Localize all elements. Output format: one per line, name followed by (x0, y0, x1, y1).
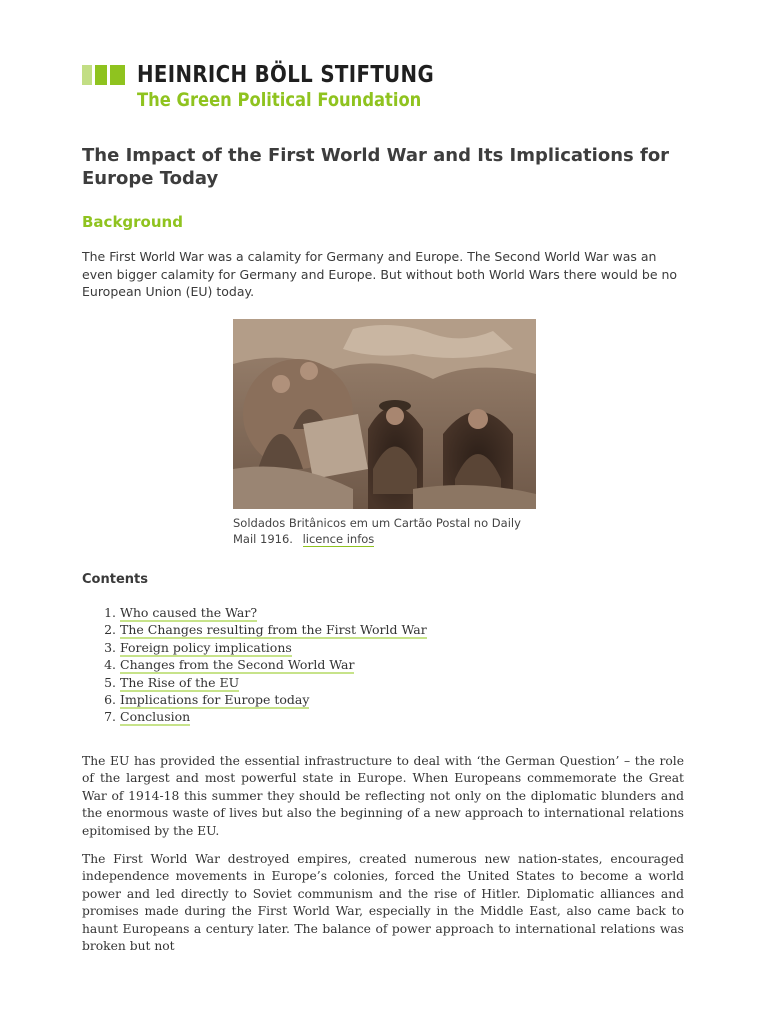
logo-wordmark: HEINRICH BÖLL STIFTUNG (137, 62, 435, 88)
toc-link-conclusion[interactable]: Conclusion (120, 709, 191, 725)
caption-text: Soldados Britânicos em um Cartão Postal no Daily Mail 1916. (233, 516, 521, 546)
toc-link-rise-of-eu[interactable]: The Rise of the EU (120, 674, 240, 690)
body-paragraph: The First World War destroyed empires, created numerous new nation-states, encouraged independence movements in Europe’s colonies, forced the United States to become a world power and led directly to Soviet communism and the rise of Hitler. Diplomatic alliances and promises made during the First World War, especially in the Middle East, also came back to haunt Europeans a century later. The balance of power approach to international relations was broken but not (82, 852, 684, 954)
toc-link-changes-second-war[interactable]: Changes from the Second World War (120, 657, 355, 673)
article-title: The Impact of the First World War and Its Implications for Europe Today (82, 145, 670, 189)
licence-infos-link[interactable]: licence infos (302, 531, 375, 546)
toc-link-implications-today[interactable]: Implications for Europe today (120, 692, 310, 708)
toc-item (120, 691, 427, 708)
toc-link-changes-first-war[interactable]: The Changes resulting from the First World War (120, 622, 427, 638)
logo-bars-icon (82, 65, 125, 85)
logo-tagline: The Green Political Foundation (137, 89, 422, 111)
toc-link-who-caused-war[interactable]: Who caused the War? (120, 605, 258, 620)
intro-paragraph: The First World War was a calamity for Germany and Europe. The Second World War was an even bigger calamity for Germany and Europe. But without both World Wars there would be no European Union (EU) today. (82, 249, 678, 299)
article-figure (233, 319, 536, 547)
section-heading-background: Background (82, 213, 183, 231)
toc-item (120, 621, 427, 638)
toc-item (120, 604, 427, 621)
toc-link-foreign-policy[interactable]: Foreign policy implications (120, 639, 292, 655)
figure-caption (233, 516, 523, 547)
soldiers-photo (233, 319, 536, 509)
contents-heading: Contents (82, 572, 148, 587)
foundation-logo[interactable] (82, 64, 482, 114)
toc-item (120, 674, 427, 691)
toc-item (120, 656, 427, 673)
table-of-contents (82, 604, 427, 726)
body-paragraph: The EU has provided the essential infrastructure to deal with ‘the German Question’ – the role of the largest and most powerful state in Europe. When Europeans commemorate the Great War of 1914-18 this summer they should be reflecting not only on the diplomatic blunders and the enormous waste of lives but also the beginning of a new approach to international relations epitomised by the EU. (82, 754, 684, 838)
toc-item (120, 708, 427, 725)
toc-item (120, 639, 427, 656)
